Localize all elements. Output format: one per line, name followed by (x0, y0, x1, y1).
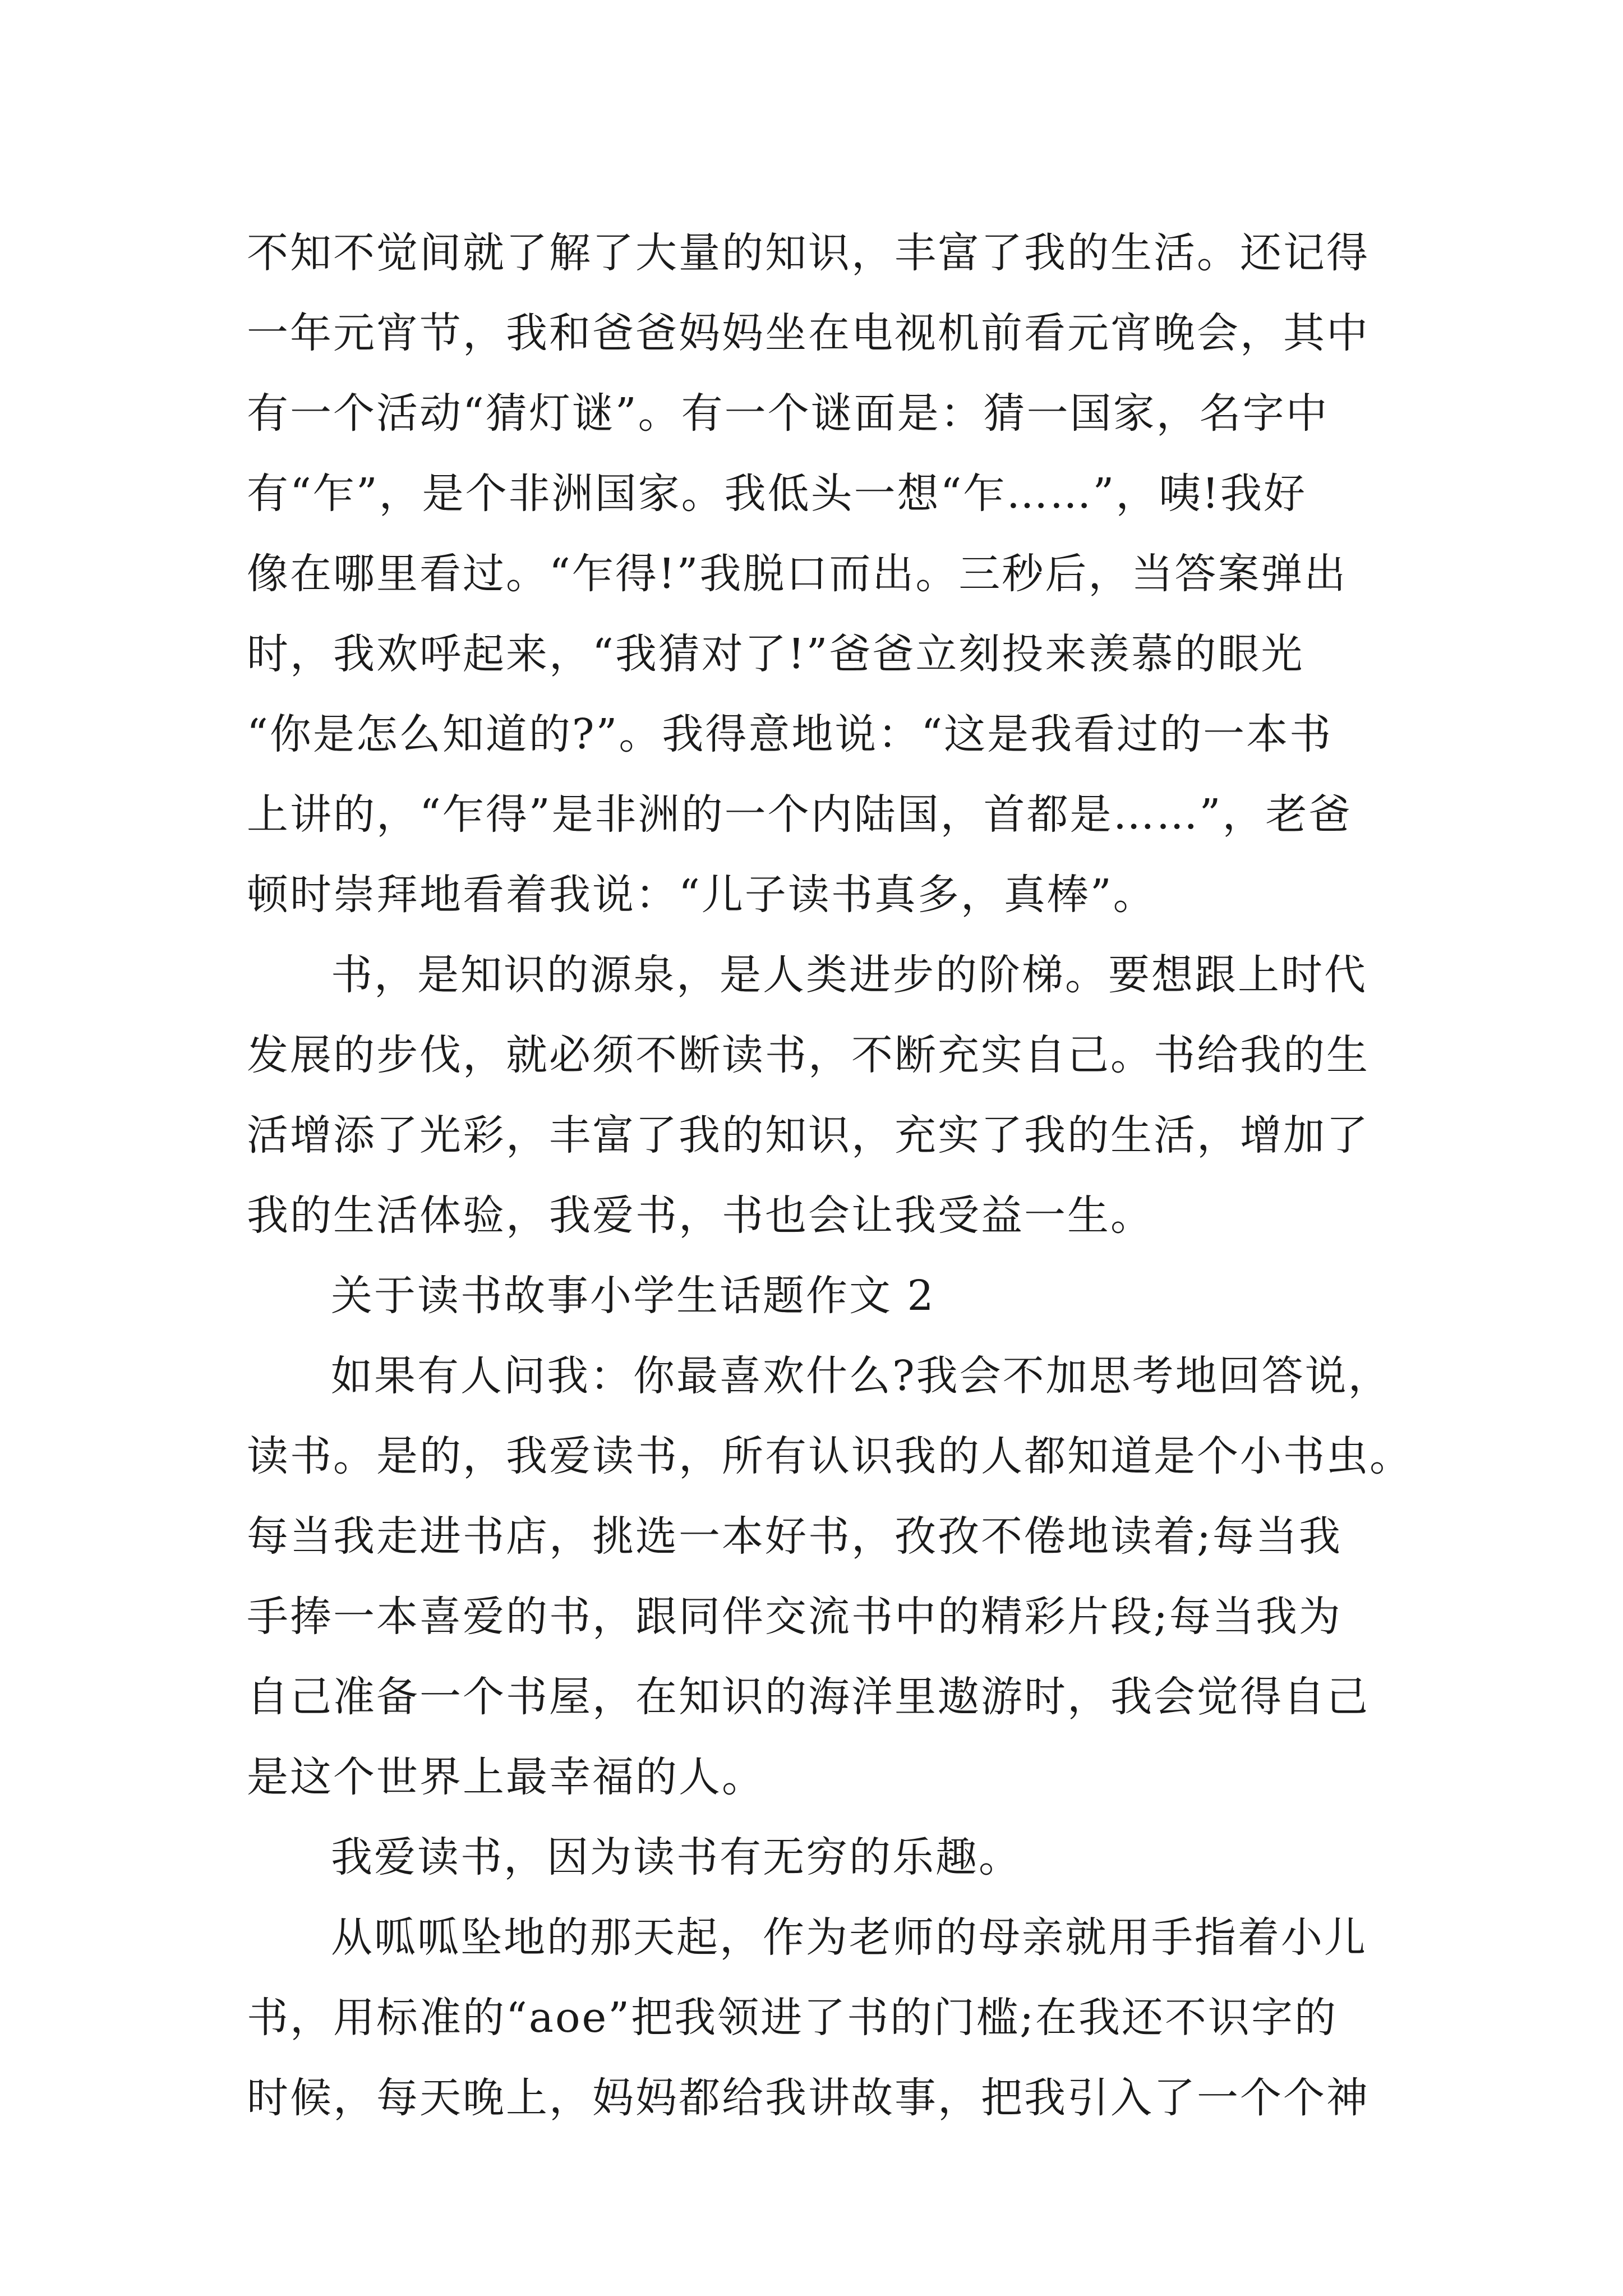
text-line: 我的生活体验，我爱书，书也会让我受益一生。 (247, 1191, 1154, 1240)
text-line: 时，我欢呼起来，“我猜对了!”爸爸立刻投来羡慕的眼光 (247, 630, 1304, 678)
text-line: 有一个活动“猜灯谜”。有一个谜面是：猜一国家，名字中 (247, 389, 1329, 438)
text-line: 像在哪里看过。“乍得!”我脱口而出。三秒后，当答案弹出 (247, 550, 1348, 598)
text-line: 手捧一本喜爱的书，跟同伴交流书中的精彩片段;每当我为 (247, 1593, 1342, 1641)
text-line: 每当我走进书店，挑选一本好书，孜孜不倦地读着;每当我 (247, 1512, 1342, 1561)
text-line: 读书。是的，我爱读书，所有认识我的人都知道是个小书虫。 (247, 1432, 1413, 1480)
text-line: 书，用标准的“aoe”把我领进了书的门槛;在我还不识字的 (247, 1994, 1338, 2042)
text-line: 有“乍”，是个非洲国家。我低头一想“乍……”，咦!我好 (247, 470, 1307, 518)
text-line: 上讲的，“乍得”是非洲的一个内陆国，首都是……”，老爸 (247, 790, 1352, 839)
paragraph-first-line: 如果有人问我：你最喜欢什么?我会不加思考地回答说， (331, 1352, 1391, 1400)
paragraph-first-line: 书，是知识的源泉，是人类进步的阶梯。要想跟上时代 (331, 951, 1367, 999)
essay-body (247, 213, 1413, 2138)
text-line: 顿时崇拜地看着我说：“儿子读书真多，真棒”。 (247, 871, 1156, 919)
text-line: 发展的步伐，就必须不断读书，不断充实自己。书给我的生 (247, 1031, 1370, 1079)
text-line: 自己准备一个书屋，在知识的海洋里遨游时，我会觉得自己 (247, 1673, 1370, 1721)
text-line: 一年元宵节，我和爸爸妈妈坐在电视机前看元宵晚会，其中 (247, 309, 1370, 357)
section-heading: 关于读书故事小学生话题作文 2 (331, 1272, 935, 1320)
paragraph-first-line: 从呱呱坠地的那天起，作为老师的母亲就用手指着小儿 (331, 1913, 1367, 1962)
text-line: 活增添了光彩，丰富了我的知识，充实了我的生活，增加了 (247, 1111, 1370, 1159)
text-line: “你是怎么知道的?”。我得意地说：“这是我看过的一本书 (247, 710, 1333, 758)
text-line: 时候，每天晚上，妈妈都给我讲故事，把我引入了一个个神 (247, 2074, 1370, 2122)
text-line: 是这个世界上最幸福的人。 (247, 1753, 765, 1801)
text-line: 不知不觉间就了解了大量的知识，丰富了我的生活。还记得 (247, 229, 1370, 277)
paragraph-first-line: 我爱读书，因为读书有无穷的乐趣。 (331, 1833, 1022, 1881)
